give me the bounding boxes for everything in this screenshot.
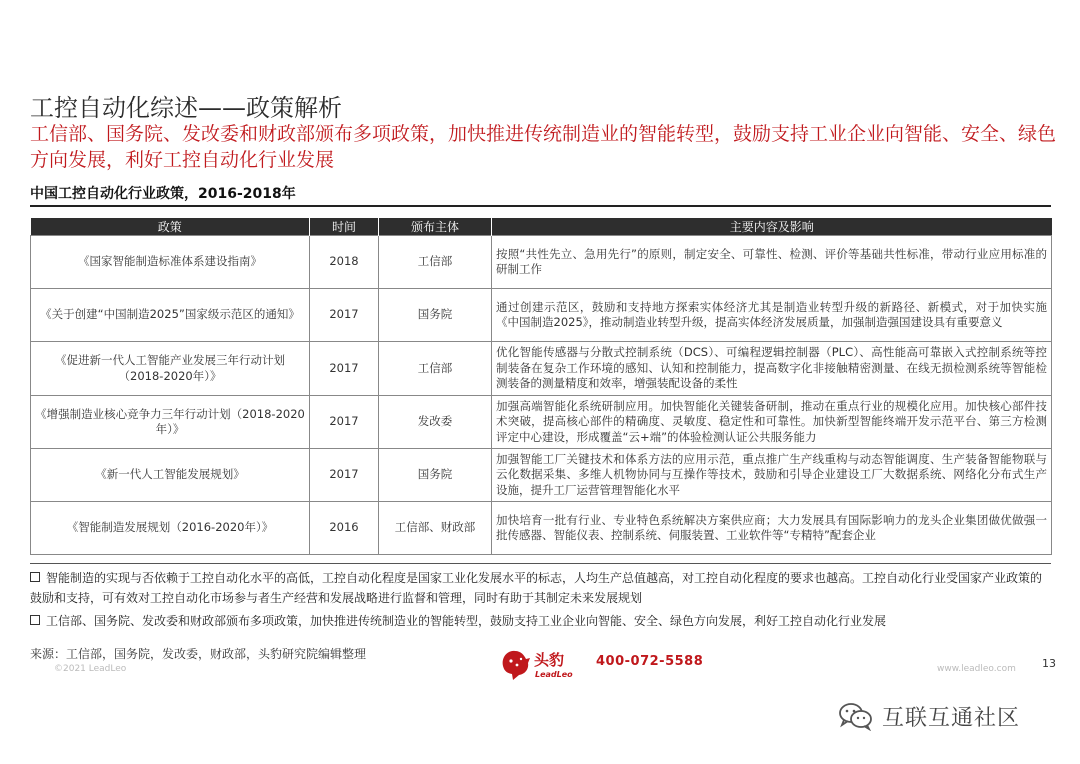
policy-name: 《国家智能制造标准体系建设指南》 (31, 236, 310, 289)
policy-issuer: 工信部 (379, 236, 492, 289)
page-title: 工控自动化综述——政策解析 (30, 94, 342, 122)
wechat-icon (838, 701, 874, 731)
hotline-number: 400-072-5588 (596, 654, 704, 669)
leadleo-logo (497, 644, 589, 682)
policy-year: 2018 (310, 236, 379, 289)
policy-year: 2017 (310, 449, 379, 502)
policy-content: 加强智能工厂关键技术和体系方法的应用示范，重点推广生产线重构与动态智能调度、生产装备智能物联与云化数据采集、多维人机物协同与互操作等技术，鼓励和引导企业建设工厂大数据系统、网络化分布式生产设施，提升工厂运营管理智能化水平 (492, 449, 1052, 502)
policy-issuer: 发改委 (379, 396, 492, 449)
table-caption: 中国工控自动化行业政策，2016-2018年 (30, 186, 296, 202)
table-bottom-divider (30, 563, 1051, 564)
table-row (31, 396, 1052, 449)
policy-year: 2017 (310, 289, 379, 342)
source-note: 来源：工信部，国务院，发改委，财政部，头豹研究院编辑整理 (30, 647, 367, 661)
checkbox-bullet-icon (30, 615, 40, 625)
policy-name: 《促进新一代人工智能产业发展三年行动计划（2018-2020年）》 (31, 342, 310, 396)
policy-year: 2017 (310, 396, 379, 449)
policy-name: 《增强制造业核心竞争力三年行动计划（2018-2020年）》 (31, 396, 310, 449)
policy-issuer: 国务院 (379, 449, 492, 502)
policy-issuer: 工信部 (379, 342, 492, 396)
column-header-issuer: 颁布主体 (379, 218, 492, 236)
logo-cn-text: 头豹 (534, 651, 565, 669)
bullet-text: 智能制造的实现与否依赖于工控自动化水平的高低，工控自动化程度是国家工业化发展水平的标志，人均生产总值越高，对工控自动化程度的要求也越高。工控自动化行业受国家产业政策的鼓励和支持，可有效对工控自动化市场参与者生产经营和发展战略进行监督和管理，同时有助于其制定未来发展规划 (30, 571, 1043, 605)
policy-content: 按照“共性先立、急用先行”的原则，制定安全、可靠性、检测、评价等基础共性标准，带动行业应用标准的研制工作 (492, 236, 1052, 289)
policy-content: 通过创建示范区，鼓励和支持地方探索实体经济尤其是制造业转型升级的新路径、新模式，对于加快实施《中国制造2025》，推动制造业转型升级，提高实体经济发展质量，加强制造强国建设具有重要意义 (492, 289, 1052, 342)
table-row (31, 449, 1052, 502)
policy-name: 《关于创建“中国制造2025”国家级示范区的通知》 (31, 289, 310, 342)
policy-issuer: 国务院 (379, 289, 492, 342)
page-number: 13 (1042, 657, 1056, 670)
table-row (31, 289, 1052, 342)
table-header-row (31, 218, 1052, 236)
column-header-content: 主要内容及影响 (492, 218, 1052, 236)
watermark-text: 互联互通社区 (882, 705, 1021, 731)
policy-issuer: 工信部、财政部 (379, 502, 492, 555)
policy-name: 《新一代人工智能发展规划》 (31, 449, 310, 502)
column-header-policy: 政策 (31, 218, 310, 236)
wechat-watermark (838, 698, 1020, 734)
policy-content: 优化智能传感器与分散式控制系统（DCS）、可编程逻辑控制器（PLC）、高性能高可靠嵌入式控制系统等控制装备在复杂工作环境的感知、认知和控制能力，提高数字化非接触精密测量、在线无损检测系统等智能检测装备的测量精度和效率，增强装配设备的柔性 (492, 342, 1052, 396)
policy-table (30, 218, 1052, 555)
summary-bullet (30, 568, 1050, 608)
logo-en-text: LeadLeo (535, 670, 573, 679)
summary-bullet (30, 611, 1050, 631)
website-url: www.leadleo.com (937, 664, 1016, 674)
bullet-text: 工信部、国务院、发改委和财政部颁布多项政策，加快推进传统制造业的智能转型，鼓励支持工业企业向智能、安全、绿色方向发展，利好工控自动化行业发展 (46, 614, 887, 628)
policy-name: 《智能制造发展规划（2016-2020年）》 (31, 502, 310, 555)
caption-divider (30, 205, 1051, 207)
column-header-year: 时间 (310, 218, 379, 236)
table-row (31, 342, 1052, 396)
policy-content: 加强高端智能化系统研制应用。加快智能化关键装备研制，推动在重点行业的规模化应用。加快核心部件技术突破，提高核心部件的精确度、灵敏度、稳定性和可靠性。加快新型智能终端开发示范平台、第三方检测评定中心建设，形成覆盖“云+端”的体验检测认证公共服务能力 (492, 396, 1052, 449)
checkbox-bullet-icon (30, 572, 40, 582)
leopard-logo-icon (497, 644, 589, 682)
copyright: ©2021 LeadLeo (54, 664, 127, 674)
page-subtitle: 工信部、国务院、发改委和财政部颁布多项政策，加快推进传统制造业的智能转型，鼓励支持工业企业向智能、安全、绿色方向发展，利好工控自动化行业发展 (30, 123, 1057, 171)
policy-year: 2016 (310, 502, 379, 555)
table-row (31, 502, 1052, 555)
policy-content: 加快培育一批有行业、专业特色系统解决方案供应商；大力发展具有国际影响力的龙头企业集团做优做强一批传感器、智能仪表、控制系统、伺服装置、工业软件等“专精特”配套企业 (492, 502, 1052, 555)
table-row (31, 236, 1052, 289)
policy-year: 2017 (310, 342, 379, 396)
